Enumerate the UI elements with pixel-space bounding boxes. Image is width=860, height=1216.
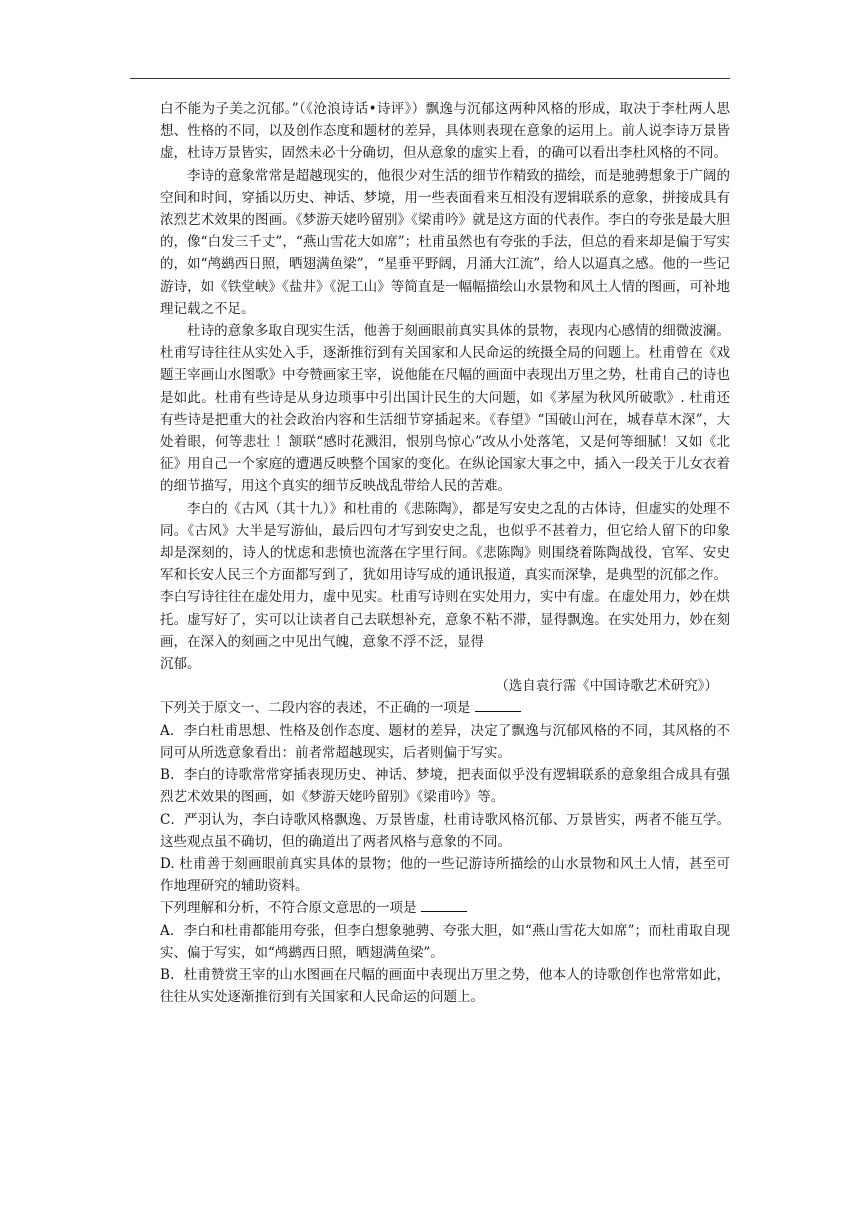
question-1-stem — [160, 697, 730, 719]
question-1-option-b: B．李白的诗歌常常穿插表现历史、神话、梦境，把表面似乎没有逻辑联系的意象组合成具有强烈艺术效果的图画，如《梦游天姥吟留别》《梁甫吟》等。 — [160, 767, 730, 806]
paragraph-2: 李诗的意象常常是超越现实的，他很少对生活的细节作精致的描绘，而是驰骋想象于广阔的空间和时间，穿插以历史、神话、梦境，用一些表面看来互相没有逻辑联系的意象，拼接成具有浓烈艺术效果的图画。《梦游天姥吟留别》《梁甫吟》就是这方面的代表作。李白的夸张是最大胆的，像“白发三千丈”，“燕山雪花大如席”；杜甫虽然也有夸张的手法，但总的看来却是偏于写实的，如“鸬鹚西日照，晒翅满鱼梁”，“星垂平野阔，月涌大江流”，给人以逼真之感。他的一些记游诗，如《铁堂峡》《盐井》《泥工山》等简直是一幅幅描绘山水景物和风土人情的图画，可补地理记载之不足。 — [160, 167, 730, 317]
question-1-option-d: D. 杜甫善于刻画眼前真实具体的景物；他的一些记游诗所描绘的山水景物和风土人情，甚至可作地理研究的辅助资料。 — [160, 855, 730, 895]
question-2-option-a: A．李白和杜甫都能用夸张，但李白想象驰骋、夸张大胆，如“燕山雪花大如席”；而杜甫取自现实、偏于写实，如“鸬鹚西日照，晒翅满鱼梁”。 — [160, 922, 730, 961]
paragraph-1: 白不能为子美之沉郁。”（《沧浪诗话•诗评》）飘逸与沉郁这两种风格的形成，取决于李杜两人思想、性格的不同，以及创作态度和题材的差异，具体则表现在意象的运用上。前人说李诗万景皆虚，杜诗万景皆实，固然未必十分确切，但从意象的虚实上看，的确可以看出李杜风格的不同。 — [160, 101, 730, 162]
paragraph-3: 杜诗的意象多取自现实生活，他善于刻画眼前真实具体的景物，表现内心感情的细微波澜。杜甫写诗往往从实处入手，逐渐推衍到有关国家和人民命运的统摄全局的问题上。杜甫曾在《戏题王宰画山水图歌》中夸赞画家王宰，说他能在尺幅的画面中表现出万里之势，杜甫自己的诗也是如此。杜甫有些诗是从身边琐事中引出国计民生的大问题，如《茅屋为秋风所破歌》. 杜甫还有些诗是把重大的社会政治内容和生活细节穿插起来。《春望》“国破山河在，城春草木深”，大处着眼，何等悲壮 ！颔联“感时花溅泪，恨别鸟惊心”改从小处落笔，又是何等细腻！又如《北征》用自己一个家庭的遭遇反映整个国家的变化。在纵论国家大事之中，插入一段关于儿女衣着的细节描写，用这个真实的细节反映战乱带给人民的苦难。 — [160, 323, 730, 495]
question-1-option-c: C．严羽认为，李白诗歌风格飘逸、万景皆虚，杜甫诗歌风格沉郁、万景皆实，两者不能互学。这些观点虽不确切，但的确道出了两者风格与意象的不同。 — [160, 811, 730, 850]
header-rule — [130, 78, 730, 79]
paragraph-5: 李白写诗往往在虚处用力，虚中见实。杜甫写诗则在实处用力，实中有虚。在虚处用力，妙在烘托。虚写好了，实可以让读者自己去联想补充，意象不粘不滞，显得飘逸。在实处用力，妙在刻画，在深入的刻画之中见出气魄，意象不浮不泛，显得 — [160, 589, 730, 650]
question-stem-text: 下列关于原文一、二段内容的表述，不正确的一项是 — [160, 700, 471, 717]
question-stem-text: 下列理解和分析，不符合原文意思的一项是 — [160, 900, 417, 917]
answer-blank[interactable] — [421, 897, 467, 912]
paragraph-4: 李白的《古风（其十九）》和杜甫的《悲陈陶》，都是写安史之乱的古体诗，但虚实的处理不同。《古风》大半是写游仙，最后四句才写到安史之乱，也似乎不甚着力，但它给人留下的印象却是深刻的，诗人的忧虑和悲愤也流落在字里行间。《悲陈陶》则围绕着陈陶战役，官军、安史军和长安人民三个方面都写到了，犹如用诗写成的通讯报道，真实而深挚，是典型的沉郁之作。 — [160, 500, 730, 584]
question-2 — [160, 897, 730, 1008]
question-2-option-b: B．杜甫赞赏王宰的山水图画在尺幅的画面中表现出万里之势，他本人的诗歌创作也常常如此，往往从实处逐渐推衍到有关国家和人民命运的问题上。 — [160, 966, 730, 1006]
answer-blank[interactable] — [475, 697, 521, 712]
question-2-stem — [160, 897, 730, 919]
article-body — [160, 98, 730, 1008]
source-citation: （选自袁行霈《中国诗歌艺术研究》） — [495, 678, 718, 695]
paragraph-5-end: 沉郁。 — [160, 656, 201, 673]
question-1 — [160, 697, 730, 897]
question-1-option-a: A．李白杜甫思想、性格及创作态度、题材的差异，决定了飘逸与沉郁风格的不同，其风格的不同可从所选意象看出：前者常超越现实，后者则偏于写实。 — [160, 722, 730, 761]
